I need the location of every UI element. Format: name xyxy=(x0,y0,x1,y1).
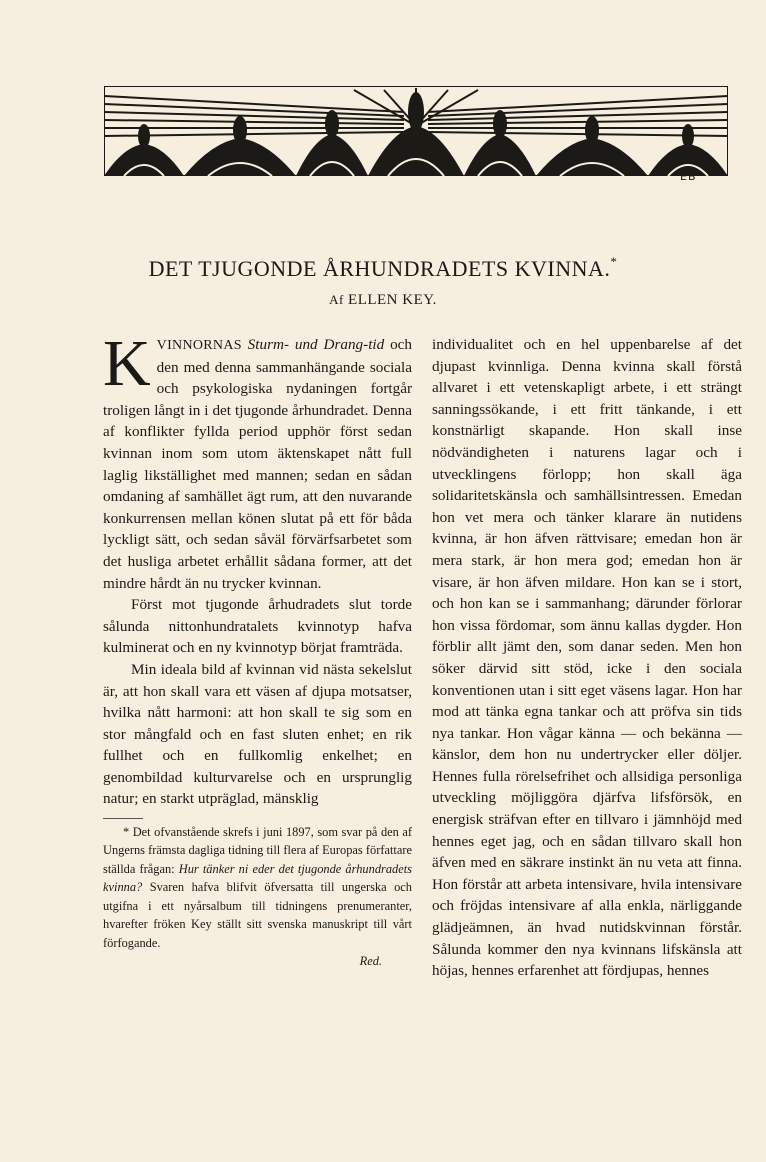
footnote-text-a: * Det ofvanstående skrefs i juni 1897, som svar på den af Ungerns främsta dagliga tidning till flera af Europas författare ställda frågan: xyxy=(103,825,412,876)
footnote-text xyxy=(103,823,412,952)
right-column xyxy=(432,334,742,982)
author-name: ELLEN KEY. xyxy=(348,292,437,308)
right-column-text: individualitet och en hel uppenbarelse af det djupast kvinnliga. Denna kvinna skall förstå allvaret i ett vetenskapligt arbete, i ett strängt sanningssökande, i ett fritt tänkande, i ett konstnärligt skapande. Hon skall inse nödvändigheten i naturens lagar och i utvecklingens förlopp; hon skall äga solidaritetskänsla och samhällsintressen. Emedan hon vet mera och tänker klarare än nutidens kvinna, är hon äfven rättvisare; emedan hon är mera stark, är hon mera god; emedan hon är visare, är hon äfven mildare. Hon kan se i stort, och hon kan se i sammanhang; därunder förlorar hon vissa fördomar, som ännu kallas dygder. Hon förblir allt jämt den, som danar seden. Men hon söker därvid sitt stöd, icke i den sociala konventionen utan i sitt eget väsens lagar. Hon har mod att tänka egna tankar och att pröfva sin tids nya tankar. Hon vågar känna — och bekänna — känslor, dem hon nu undertrycker eller döljer. Hennes fulla rörelsefrihet och allsidiga personliga utveckling möjliggöra djärfva lifsförsök, en energisk sträfvan efter en tillvaro i jämnhöjd med hennes eget jag, och en sådan tillvaro skall hon äfven med en säkrare instinkt än nu veta att finna. Hon förstår att arbeta intensivare, hvila intensivare och fröjdas intensivare af alla enkla, närliggande glädjeämnen, än hvad nutidskvinnan förstår. Sålunda kommer den nya kvinnans lifskänsla att höjas, hennes erfarenhet att fördjupas, hennes xyxy=(432,336,742,980)
lead-word: VINNORNAS xyxy=(156,338,242,353)
footnote-signature: Red. xyxy=(359,953,382,968)
article-byline xyxy=(0,292,766,309)
artist-monogram: EB xyxy=(680,170,697,183)
footnote-divider xyxy=(103,818,143,819)
footnote-text-b: Svaren hafva blifvit öfversatta till ungerska och utgifna i ett nyårsalbum till tidningens prenumeranter, hvarefter fröken Key ställt sitt svenska manuskript till vårt förfogande. xyxy=(103,880,412,950)
paragraph-1 xyxy=(103,327,413,594)
tulip-frieze-banner xyxy=(104,86,728,176)
paragraph-1-rest: och den med denna sammanhängande sociala och psykologiska nydaningen fortgår troligen långt in i det tjugonde århundradet. Denna af konflikter fyllda period upphör först sedan kvinnan inom som utom äktenskapet nått full laglig likställighet med mannen; sedan en sådan omdaning af samhället ägt rum, att den nuvarande konkurrensen mellan könen slutat på ett för båda lyckligt sätt, och sedan såväl förvärfsarbetet som det husliga arbetet erhållit sådana former, att det mindre hårdt än nu trycker kvinnan. xyxy=(103,336,413,592)
footnote-mark: * xyxy=(610,254,618,269)
author-prefix: Af xyxy=(329,292,344,307)
lead-italic-phrase: Sturm- und Drang-tid xyxy=(247,336,385,353)
paragraph-2: Först mot tjugonde århudradets slut torde sålunda nittonhundratalets kvinnotyp hafva kulminerat och en ny kvinnotyp börjat framträda. xyxy=(103,596,412,657)
article-title xyxy=(0,254,766,282)
footnote xyxy=(103,823,412,970)
footnote-question: Hur tänker ni eder det tjugonde århundradets kvinna? xyxy=(103,861,412,895)
article-title-text: DET TJUGONDE ÅRHUNDRADETS KVINNA. xyxy=(148,256,611,281)
left-column xyxy=(103,327,413,970)
paragraph-3: Min ideala bild af kvinnan vid nästa sekelslut är, att hon skall vara ett väsen af djupa motsatser, hvilka nått harmoni: att hon skall te sig som en stor mångfald och en fast sluten enhet; en rik fullhet och en fullkomlig enkelhet; en genombildad kulturvarelse och en ursprunglig natur; en starkt utpräglad, mänsklig xyxy=(103,660,412,808)
drop-cap: K xyxy=(103,327,151,400)
